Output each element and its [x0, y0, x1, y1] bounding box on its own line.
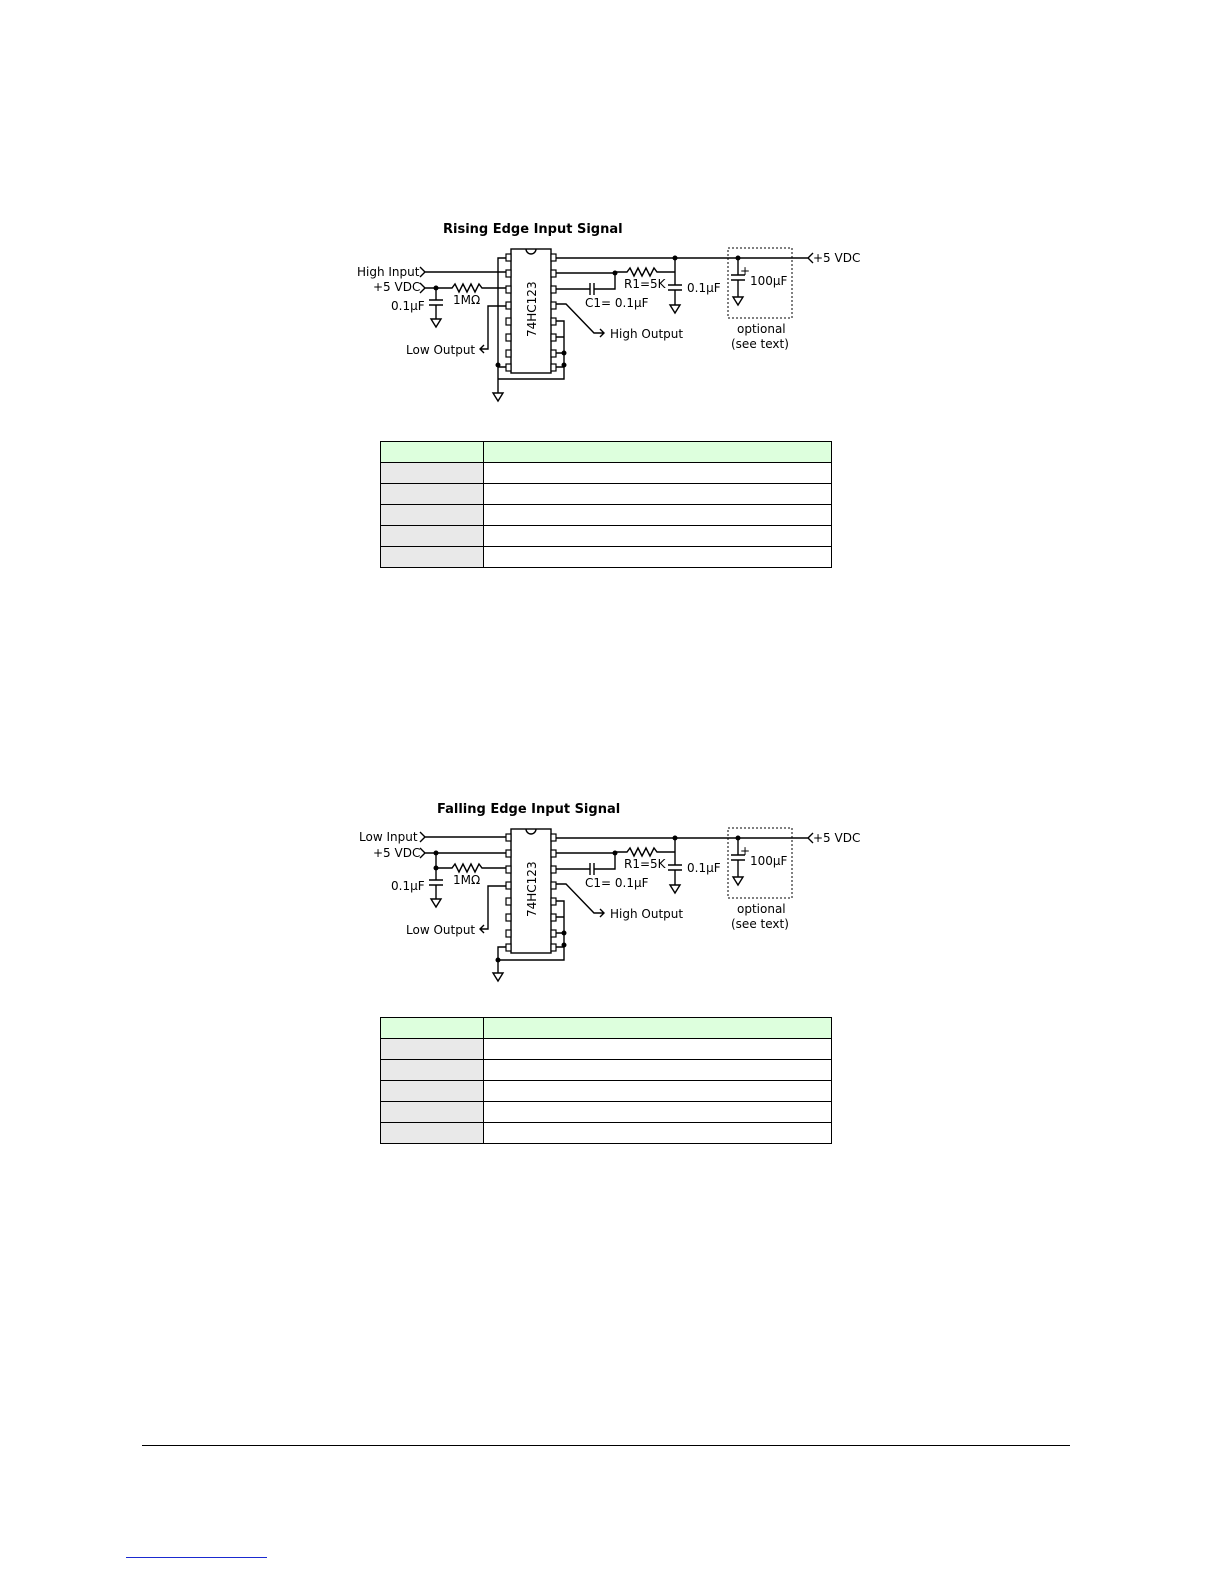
table-cell [381, 463, 484, 484]
table-cell [381, 484, 484, 505]
cap-c1 [556, 853, 615, 875]
falling-edge-schematic [0, 795, 1224, 995]
cap-right [668, 258, 682, 313]
table-cell [484, 1060, 832, 1081]
table-row [381, 463, 832, 484]
table-cell [381, 1060, 484, 1081]
table-cell [381, 1102, 484, 1123]
resistor-1m [436, 853, 506, 872]
high-output-label: High Output [610, 327, 684, 341]
input-wire [420, 267, 506, 277]
cap-left-label: 0.1µF [391, 299, 425, 313]
pin-table-2 [380, 1017, 832, 1144]
low-output-label: Low Output [406, 343, 476, 357]
schematic-title: Falling Edge Input Signal [437, 802, 621, 817]
table-cell [484, 505, 832, 526]
vdc-left-label: +5 VDC [373, 846, 421, 860]
cap-right-label: 0.1µF [687, 281, 721, 295]
ground-wire [493, 947, 506, 981]
high-output-label: High Output [610, 907, 684, 921]
resistor-1m-label: 1MΩ [453, 873, 481, 887]
optional-label: optional [737, 322, 786, 336]
header-cell [484, 442, 832, 463]
table-row [381, 505, 832, 526]
header-cell [484, 1018, 832, 1039]
vdc-rail [556, 833, 813, 843]
table-cell [484, 547, 832, 568]
input-label: High Input [357, 265, 420, 279]
junction [562, 351, 567, 356]
table-row [381, 1123, 832, 1144]
c1-label: C1= 0.1µF [585, 296, 649, 310]
vdc-left-label: +5 VDC [373, 280, 421, 294]
junction [562, 363, 567, 368]
table-cell [484, 1123, 832, 1144]
input-label: Low Input [359, 830, 418, 844]
table-header [381, 1018, 832, 1039]
optional-label: optional [737, 902, 786, 916]
table-cell [381, 526, 484, 547]
table-cell [484, 1039, 832, 1060]
footer-rule [142, 1445, 1070, 1446]
see-text-label: (see text) [731, 917, 789, 931]
low-output-wire [480, 886, 506, 933]
table-cell [381, 1039, 484, 1060]
footnote-rule [126, 1557, 267, 1558]
table-cell [484, 1102, 832, 1123]
r1-label: R1=5K [624, 857, 666, 871]
table-row [381, 1102, 832, 1123]
see-text-label: (see text) [731, 337, 789, 351]
rising-edge-schematic [0, 215, 1224, 415]
table-cell [484, 1081, 832, 1102]
table-header [381, 442, 832, 463]
ic-label: 74HC123 [525, 861, 539, 917]
low-output-wire [480, 306, 506, 353]
cap-c1 [556, 273, 615, 295]
table-cell [381, 1081, 484, 1102]
table-cell [381, 547, 484, 568]
header-cell [381, 1018, 484, 1039]
schematic-svg [0, 215, 1224, 415]
cap-plus: + [740, 264, 751, 278]
cap-right [668, 838, 682, 893]
table-cell [484, 463, 832, 484]
resistor-1m [420, 283, 506, 293]
table-row [381, 484, 832, 505]
vdc-left-wire [420, 848, 506, 858]
pin-table-1 [380, 441, 832, 568]
header-cell [381, 442, 484, 463]
table-row [381, 526, 832, 547]
junction [562, 931, 567, 936]
input-wire [420, 832, 506, 842]
low-output-label: Low Output [406, 923, 476, 937]
schematic-title: Rising Edge Input Signal [443, 222, 623, 237]
table-row [381, 1039, 832, 1060]
r1-label: R1=5K [624, 277, 666, 291]
cap-left [429, 288, 443, 327]
c1-label: C1= 0.1µF [585, 876, 649, 890]
vdc-right-label: +5 VDC [813, 831, 861, 845]
cap-plus: + [740, 844, 751, 858]
table-cell [381, 505, 484, 526]
cap-left-label: 0.1µF [391, 879, 425, 893]
table-cell [484, 526, 832, 547]
vdc-right-label: +5 VDC [813, 251, 861, 265]
resistor-1m-label: 1MΩ [453, 293, 481, 307]
cap-100-label: 100µF [750, 274, 788, 288]
cap-right-label: 0.1µF [687, 861, 721, 875]
cap-left [429, 868, 443, 907]
cap-100-label: 100µF [750, 854, 788, 868]
schematic-svg [0, 795, 1224, 995]
junction [562, 943, 567, 948]
ic-label: 74HC123 [525, 281, 539, 337]
table-row [381, 1081, 832, 1102]
table-cell [484, 484, 832, 505]
junction [496, 363, 501, 368]
table-row [381, 1060, 832, 1081]
vdc-rail [556, 253, 813, 263]
table-row [381, 547, 832, 568]
table-cell [381, 1123, 484, 1144]
